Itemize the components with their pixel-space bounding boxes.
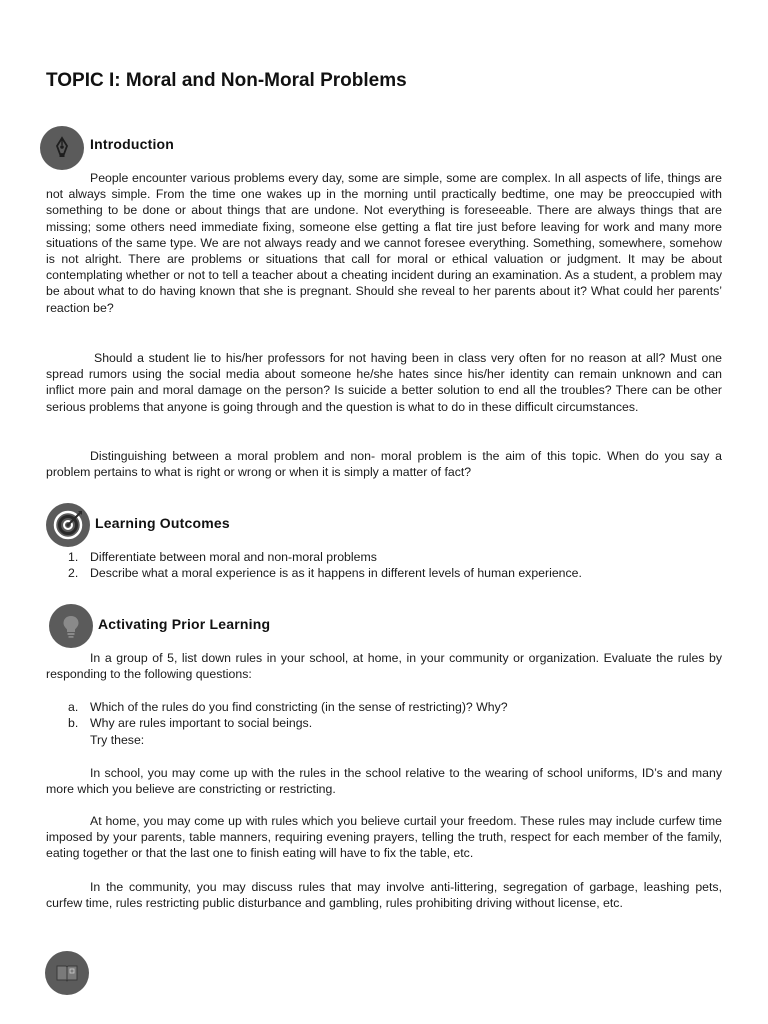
list-marker: 1. [68, 550, 79, 564]
home-paragraph: At home, you may come up with rules which you believe curtail your freedom. These rules may include curfew time imposed by your parents, table manners, requiring evening prayers, telling the truth, respect for each member of the family, eating together or that the last one to finish eating will have to fix the table, etc. [46, 814, 722, 861]
list-item-text: Why are rules important to social beings. [90, 716, 313, 731]
prior-learning-heading: Activating Prior Learning [98, 616, 271, 632]
list-item [46, 549, 722, 565]
list-marker: b. [68, 716, 79, 731]
list-item-text: Differentiate between moral and non-moral problems [90, 550, 377, 564]
lightbulb-icon [49, 604, 93, 648]
intro-paragraph-3: Distinguishing between a moral problem and non- moral problem is the aim of this topic. When do you say a problem pertains to what is right or wrong or when it is simply a matter of fact? [46, 449, 722, 480]
intro-paragraph-2: Should a student lie to his/her professors for not having been in class very often for no reason at all? Must one spread rumors using the social media about someone he/she hates since his/her identity can remain unknown and can inflict more pain and moral damage on the person? Is suicide a better solution to end all the troubles? There can be other serious problems that anyone is going through and the question is what to do in these difficult circumstances. [46, 351, 722, 414]
outcomes-list [46, 549, 722, 581]
list-item [46, 699, 722, 715]
target-icon [46, 503, 90, 547]
school-paragraph: In school, you may come up with the rules in the school relative to the wearing of school uniforms, ID’s and many more which you believe are constricting or restricting. [46, 766, 722, 797]
questions-list [46, 699, 722, 731]
page-title: TOPIC I: Moral and Non-Moral Problems [46, 70, 407, 91]
list-item [46, 565, 722, 581]
introduction-heading: Introduction [90, 136, 175, 152]
try-these-label: Try these: [90, 733, 145, 747]
list-marker: a. [68, 700, 79, 714]
list-marker: 2. [68, 566, 79, 581]
prior-intro-paragraph: In a group of 5, list down rules in your school, at home, in your community or organization. Evaluate the rules by responding to the following questions: [46, 651, 722, 682]
list-item-text: Which of the rules do you find constricting (in the sense of restricting)? Why? [90, 700, 508, 714]
outcomes-heading: Learning Outcomes [95, 515, 230, 531]
intro-paragraph-1: People encounter various problems every day, some are simple, some are complex. In all aspects of life, things are not always simple. From the time one wakes up in the morning until practically bedtime, one may be preoccupied with something to be done or about things that are undone. Not everything is foreseeable. There are always things that are missing; some others need immediate fixing, someone else getting a flat tire just before leaving for work and many more situations of the same type. We are not always ready and we cannot foresee everything. Something, somewhere, somehow is not alright. There are problems or situations that call for moral or ethical valuation or judgment. It may be about contemplating whether or not to tell a teacher about a cheating incident during an examination. As a student, a problem may be about what to do having known that she is pregnant. Should she reveal to her parents about it? What could her parents’ reaction be? [46, 171, 722, 315]
book-icon [45, 951, 89, 995]
list-item-text: Describe what a moral experience is as it happens in different levels of human experience. [90, 566, 582, 581]
pen-nib-icon [40, 126, 84, 170]
list-item [46, 715, 722, 731]
community-paragraph: In the community, you may discuss rules that may involve anti-littering, segregation of garbage, leashing pets, curfew time, rules restricting public disturbance and gambling, rules prohibiting driving without license, etc. [46, 880, 722, 911]
